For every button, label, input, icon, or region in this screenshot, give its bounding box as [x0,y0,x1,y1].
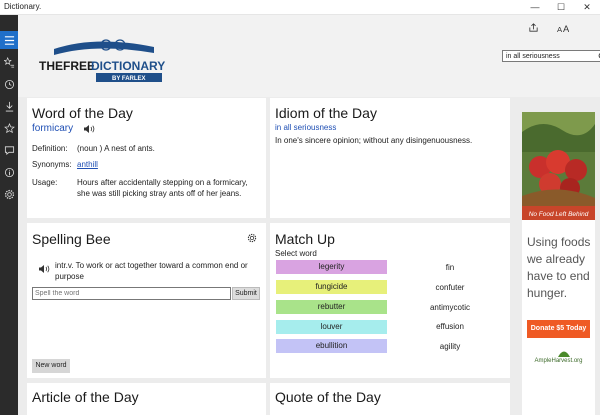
match-right-word[interactable]: antimycotic [429,303,470,312]
match-right-word[interactable]: agility [439,342,461,351]
usage-label: Usage: [32,178,58,187]
logo-byline: BY FARLEX [112,76,146,82]
close-button[interactable]: ✕ [583,2,591,12]
logo-line3: DICTIONARY [91,59,166,73]
leaf-logo-icon [556,348,572,358]
match-left-word[interactable]: legerity [276,260,387,274]
history-icon [4,79,15,90]
svg-text:A: A [557,24,563,33]
donate-button[interactable]: Donate $5 Today [527,320,590,338]
match-up-card [270,223,510,378]
speaker-icon[interactable] [83,124,95,134]
share-icon [528,22,539,33]
ad-produce-image [522,112,595,220]
app-title: Dictionary. [4,2,42,11]
match-up-subtitle: Select word [275,249,317,258]
speaker-icon[interactable] [38,264,50,274]
synonym-link[interactable]: anthill [77,160,98,169]
search-input[interactable] [502,50,600,62]
left-nav [0,15,18,415]
spelling-bee-card [27,223,266,378]
quote-of-day-card [270,383,510,415]
star-list-icon [4,57,15,68]
logo [36,37,166,89]
hamburger-icon [4,35,15,46]
ad-banner: No Food Left Behind [528,211,589,218]
svg-text:A: A [563,22,569,33]
gear-icon[interactable] [247,233,257,243]
idiom-meaning: In one's sincere opinion; without any disingenuousness. [275,136,473,145]
star-icon [4,123,15,134]
font-size-button[interactable] [555,19,571,35]
font-size-icon [557,22,569,33]
match-right-word[interactable]: effusion [436,322,464,331]
spelling-definition: intr.v. To work or act together toward a common end or purpose [55,261,248,281]
match-left-word[interactable]: rebutter [276,300,387,314]
maximize-button[interactable]: ☐ [556,2,566,12]
spell-word-input[interactable] [32,287,231,300]
idiom-of-day-card [270,98,510,218]
match-right-word[interactable]: confuter [435,283,465,292]
logo-line2: FREE [63,59,96,73]
ad-brand: AmpleHarvest.org [534,358,583,364]
nav-bookmarks[interactable] [0,119,18,137]
advertisement[interactable] [522,112,595,415]
share-button[interactable] [525,19,541,35]
usage-text: Hours after accidentally stepping on a formicary, she was still picking stray ants off of her jeans. [77,178,248,198]
word-of-day-card [27,98,266,218]
spelling-bee-title: Spelling Bee [32,231,111,247]
nav-settings[interactable] [0,185,18,203]
match-left-word[interactable]: ebullition [276,339,387,353]
title-bar [0,0,600,15]
nav-info[interactable] [0,163,18,181]
ad-text: Using foods we already have to end hunger. [527,235,591,300]
minimize-button[interactable]: — [530,2,540,12]
submit-button[interactable]: Submit [232,287,260,300]
match-left-word[interactable]: fungicide [276,280,387,294]
header [18,15,600,97]
quote-of-day-title: Quote of the Day [275,389,381,405]
idiom-text[interactable]: in all seriousness [275,123,337,132]
word-of-day-word[interactable]: formicary [32,123,74,134]
idiom-of-day-title: Idiom of the Day [275,105,377,121]
download-icon [4,101,15,112]
article-of-day-title: Article of the Day [32,389,139,405]
info-icon [4,167,15,178]
definition-text: (noun ) A nest of ants. [77,144,155,153]
word-of-day-title: Word of the Day [32,105,133,121]
nav-downloads[interactable] [0,97,18,115]
match-right-word[interactable]: fin [445,263,455,272]
chat-icon [4,145,15,156]
match-left-word[interactable]: louver [276,320,387,334]
nav-menu[interactable] [0,31,18,49]
match-up-title: Match Up [275,231,335,247]
article-of-day-card [27,383,266,415]
nav-favorites[interactable] [0,53,18,71]
new-word-button[interactable]: New word [32,359,70,373]
logo-line1: THE [39,59,63,73]
synonyms-label: Synonyms: [32,160,72,169]
search-value: in all seriousness [506,53,560,60]
nav-history[interactable] [0,75,18,93]
gear-icon [4,189,15,200]
nav-feedback[interactable] [0,141,18,159]
definition-label: Definition: [32,144,68,153]
